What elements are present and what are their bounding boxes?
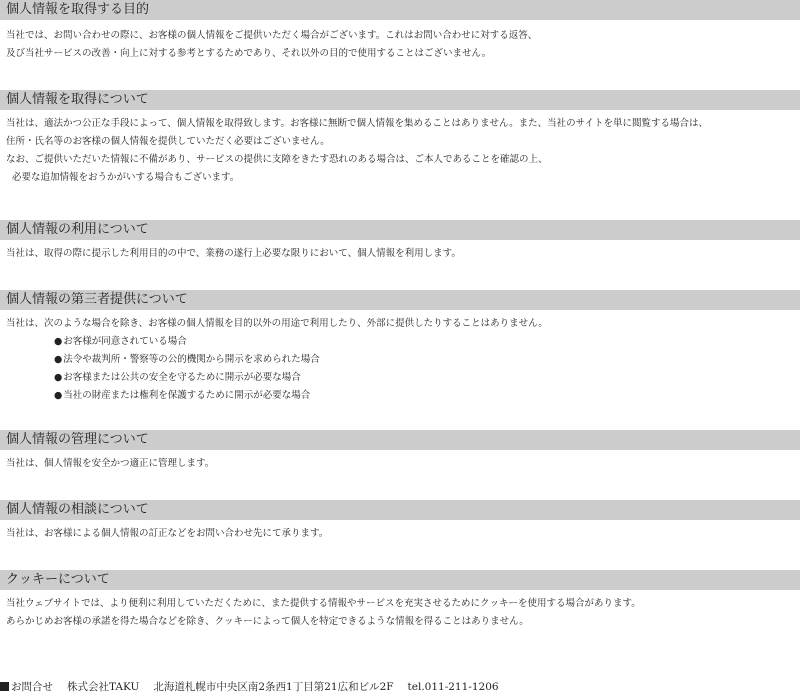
footer-label: お問合せ — [11, 681, 53, 693]
paragraph-line: なお、ご提供いただいた情報に不備があり、サービスの提供に支障をきたす恐れのある場合は、ご本人であることを確認の上、 — [6, 154, 548, 165]
paragraph-line: 住所・氏名等のお客様の個人情報を提供していただく必要はございません。 — [6, 136, 330, 147]
paragraph-line: 当社は、個人情報を安全かつ適正に管理します。 — [6, 458, 215, 469]
contact-footer — [0, 679, 499, 695]
bullet-icon: ● — [54, 354, 63, 365]
paragraph-line: 当社は、取得の際に提示した利用目的の中で、業務の遂行上必要な限りにおいて、個人情報を利用します。 — [6, 248, 461, 259]
section-consultation — [0, 500, 800, 543]
paragraph-line: 当社は、お客様による個人情報の訂正などをお問い合わせ先にて承ります。 — [6, 528, 329, 539]
paragraph-line: 及び当社サービスの改善・向上に対する参考とするためであり、それ以外の目的で使用することはございません。 — [6, 48, 492, 59]
list-item: ●当社の財産または権利を保護するために開示が必要な場合 — [54, 387, 800, 405]
paragraph-line: 当社ウェブサイトでは、より便利に利用していただくために、また提供する情報やサービスを充実させるためにクッキーを使用する場合があります。 — [6, 598, 641, 609]
paragraph-line: 必要な追加情報をおうかがいする場合もございます。 — [12, 172, 240, 183]
section-heading: 個人情報を取得について — [0, 90, 800, 110]
company-phone: tel.011-211-1206 — [407, 681, 499, 693]
company-address: 北海道札幌市中央区南2条西1丁目第21広和ビル2F — [153, 681, 394, 693]
list-item: ●お客様または公共の安全を守るために開示が必要な場合 — [54, 369, 800, 387]
section-heading: 個人情報の利用について — [0, 220, 800, 240]
section-acquisition — [0, 90, 800, 187]
section-third-party — [0, 290, 800, 405]
square-bullet-icon — [0, 682, 9, 691]
paragraph-line: 当社は、適法かつ公正な手段によって、個人情報を取得致します。お客様に無断で個人情報を集めることはありません。また、当社のサイトを単に閲覧する場合は、 — [6, 118, 708, 129]
list-item: ●お客様が同意されている場合 — [54, 333, 800, 351]
paragraph-line: 当社は、次のような場合を除き、お客様の個人情報を目的以外の用途で利用したり、外部に提供したりすることはありません。 — [6, 318, 548, 329]
section-cookies — [0, 570, 800, 631]
paragraph-line: 当社では、お問い合わせの際に、お客様の個人情報をご提供いただく場合がございます。これはお問い合わせに対する返答、 — [6, 30, 538, 41]
section-heading: 個人情報の相談について — [0, 500, 800, 520]
list-item: ●法令や裁判所・警察等の公的機関から開示を求められた場合 — [54, 351, 800, 369]
bullet-icon: ● — [54, 372, 63, 383]
section-purpose — [0, 0, 800, 63]
paragraph-line: あらかじめお客様の承諾を得た場合などを除き、クッキーによって個人を特定できるような情報を得ることはありません。 — [6, 616, 529, 627]
bullet-icon: ● — [54, 390, 63, 401]
bullet-list — [6, 333, 800, 405]
section-heading: 個人情報の管理について — [0, 430, 800, 450]
section-heading: 個人情報の第三者提供について — [0, 290, 800, 310]
section-heading: 個人情報を取得する目的 — [0, 0, 800, 20]
company-name: 株式会社TAKU — [67, 681, 140, 693]
section-management — [0, 430, 800, 473]
section-heading: クッキーについて — [0, 570, 800, 590]
bullet-icon: ● — [54, 336, 63, 347]
section-usage — [0, 220, 800, 263]
